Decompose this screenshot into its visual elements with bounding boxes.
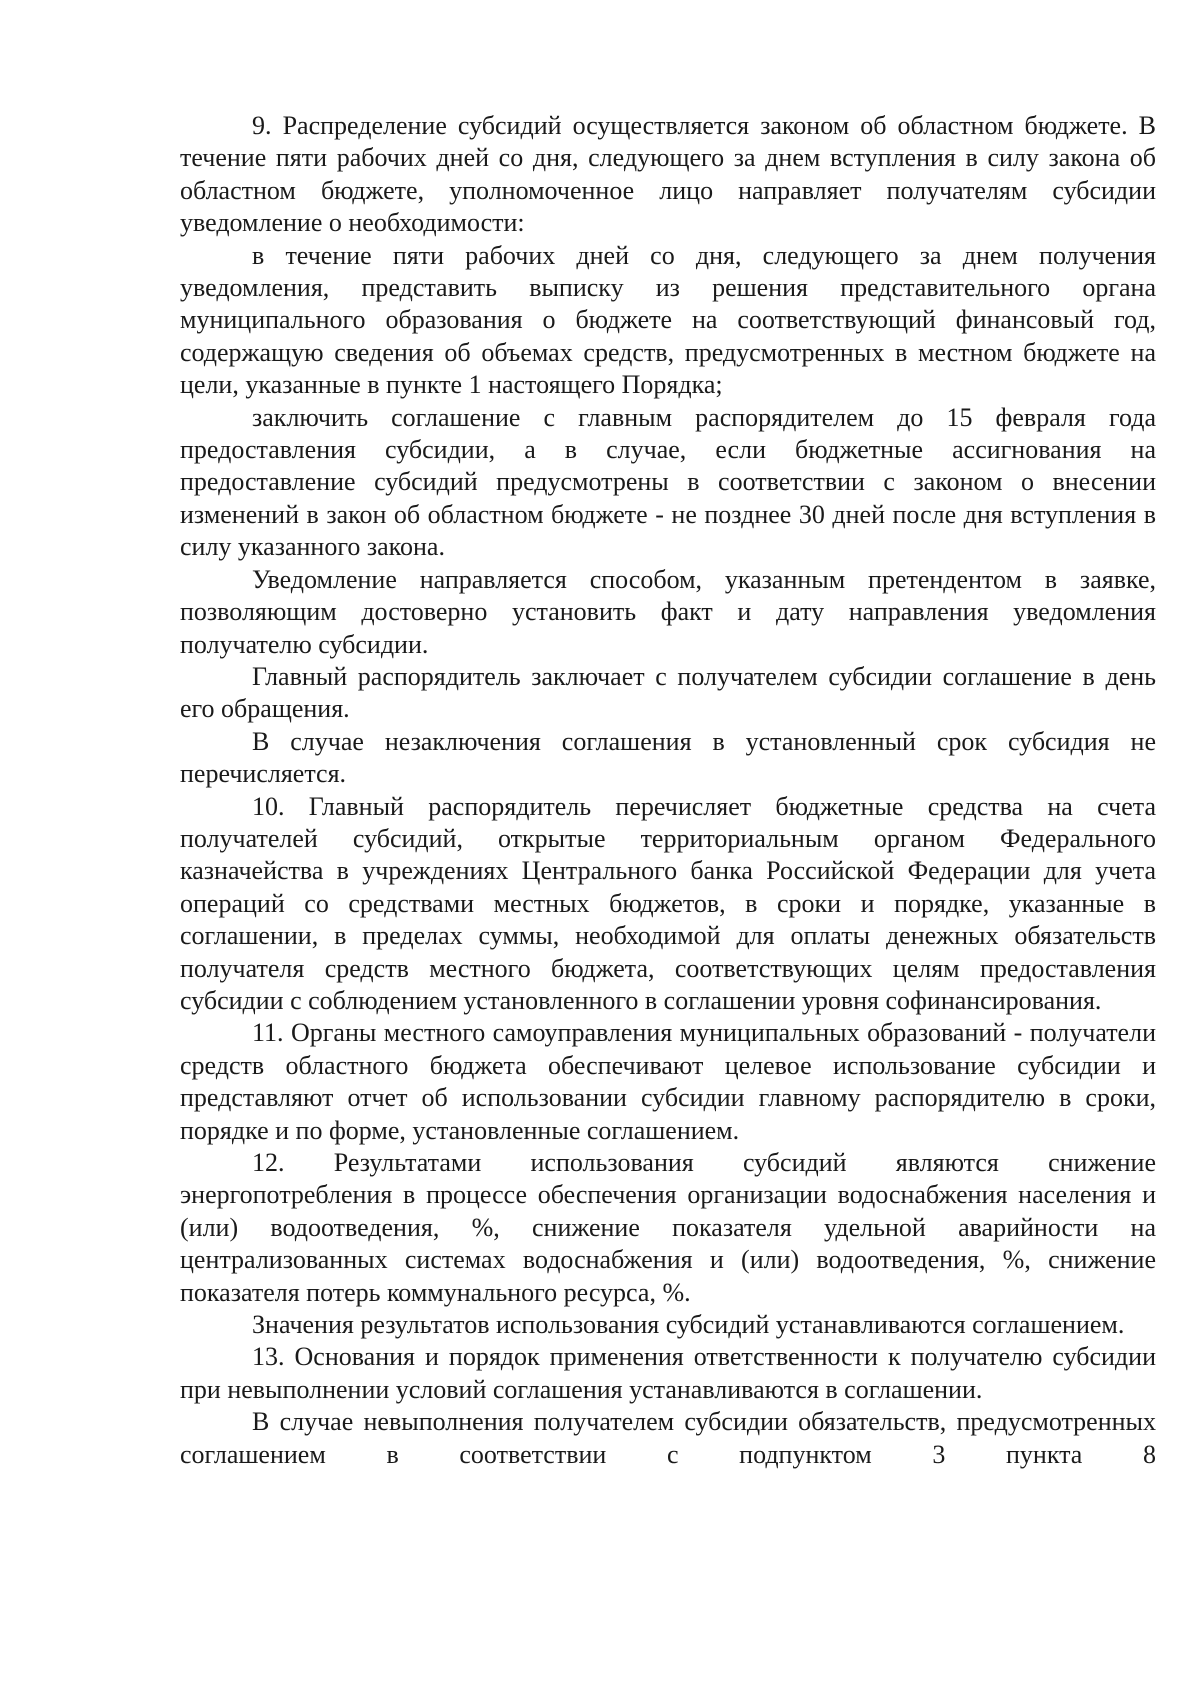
paragraph-13-responsibility: 13. Основания и порядок применения ответственности к получателю субсидии при невыполнении условий соглашения устанавливаются в соглашении. (180, 1342, 1156, 1404)
document-body (180, 110, 1156, 1471)
paragraph-conclude-agreement: заключить соглашение с главным распорядителем до 15 февраля года предоставления субсидии, а в случае, если бюджетные ассигнования на предоставление субсидий предусмотрены в соответствии с законом о внесении изменений в закон об областном бюджете - не позднее 30 дней после дня вступления в силу указанного закона. (180, 402, 1156, 562)
paragraph-9-distribution: 9. Распределение субсидий осуществляется законом об областном бюджете. В течение пяти рабочих дней со дня, следующего за днем вступления в силу закона об областном бюджете, уполномоченное лицо направляет получателям субсидии уведомление о необходимости: (180, 111, 1156, 238)
paragraph-10-transfer: 10. Главный распорядитель перечисляет бюджетные средства на счета получателей субсидий, открытые территориальным органом Федерального казначейства в учреждениях Центрального банка Российской Федерации для учета операций со средствами местных бюджетов, в сроки и порядке, указанные в соглашении, в пределах суммы, необходимой для оплаты денежных обязательств получателя средств местного бюджета, соответствующих целям предоставления субсидии с соблюдением установленного в соглашении уровня софинансирования. (180, 791, 1156, 1015)
paragraph-submit-extract: в течение пяти рабочих дней со дня, следующего за днем получения уведомления, представить выписку из решения представительного органа муниципального образования о бюджете на соответствующий финансовый год, содержащую сведения об объемах средств, предусмотренных в местном бюджете на цели, указанные в пункте 1 настоящего Порядка; (180, 240, 1156, 400)
paragraph-agreement-day: Главный распорядитель заключает с получателем субсидии соглашение в день его обращения. (180, 661, 1156, 724)
paragraph-no-agreement: В случае незаключения соглашения в установленный срок субсидия не перечисляется. (180, 726, 1156, 789)
paragraph-result-values: Значения результатов использования субсидий устанавливаются соглашением. (252, 1310, 1125, 1340)
paragraph-11-report: 11. Органы местного самоуправления муниципальных образований - получатели средств областного бюджета обеспечивают целевое использование субсидии и представляют отчет об использовании субсидии главному распорядителю в сроки, порядке и по форме, установленные соглашением. (180, 1018, 1156, 1145)
paragraph-non-fulfillment: В случае невыполнения получателем субсидии обязательств, предусмотренных соглашением в соответствии с подпунктом 3 пункта 8 (180, 1407, 1156, 1469)
paragraph-notification-method: Уведомление направляется способом, указанным претендентом в заявке, позволяющим достоверно установить факт и дату направления уведомления получателю субсидии. (180, 564, 1156, 659)
paragraph-12-results: 12. Результатами использования субсидий являются снижение энергопотребления в процессе обеспечения организации водоснабжения населения и (или) водоотведения, %, снижение показателя удельной аварийности на централизованных системах водоснабжения и (или) водоотведения, %, снижение показателя потерь коммунального ресурса, %. (180, 1148, 1156, 1307)
